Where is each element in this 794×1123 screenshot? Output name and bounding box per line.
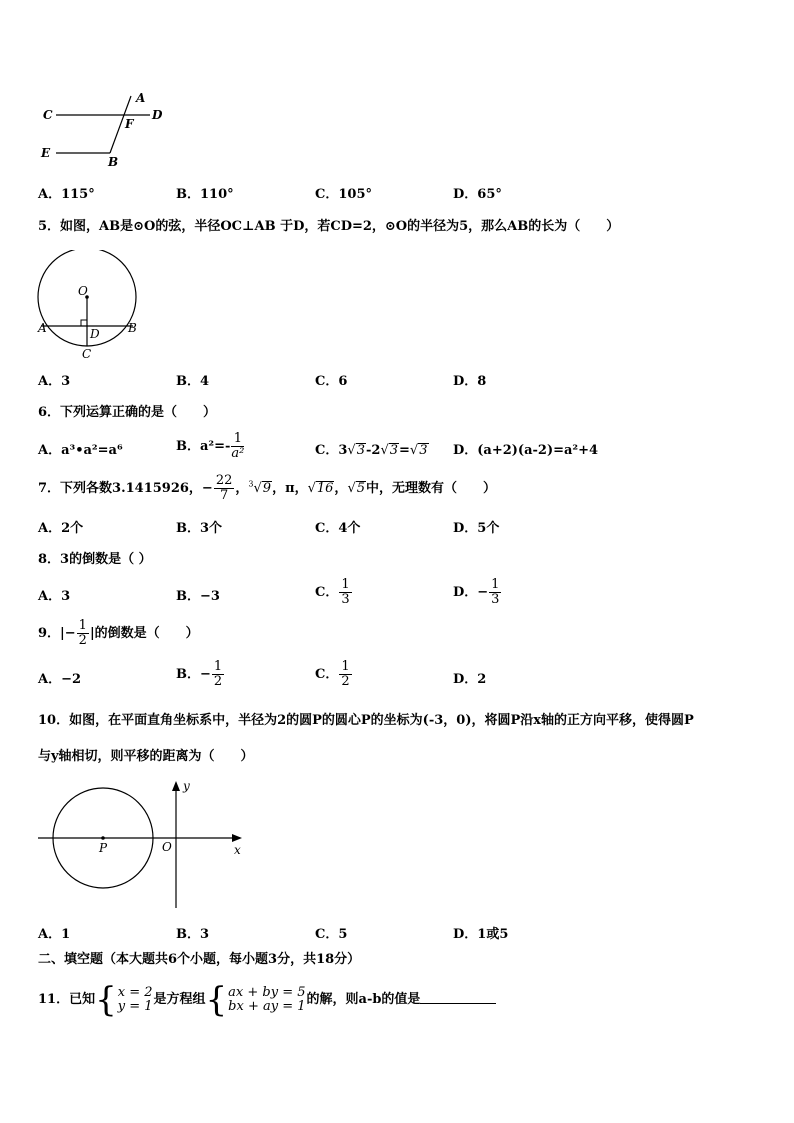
q9-b-fraction <box>212 660 224 689</box>
q6-option-c <box>315 442 429 460</box>
sqrt-icon: √ <box>253 481 262 496</box>
q10-option-d: D．1或5 <box>453 927 509 942</box>
q9-b-prefix: B．− <box>176 667 211 682</box>
q11-system2 <box>228 986 305 1014</box>
label-c: C <box>43 108 53 122</box>
q8-d-num: 1 <box>491 577 500 592</box>
q10-option-a: A．1 <box>38 927 71 942</box>
q9-b-num: 1 <box>213 659 223 674</box>
q5-text: 5．如图，AB是⊙O的弦，半径OC⊥AB 于D，若CD=2，⊙O的半径为5，那么AB的长为（ ） <box>38 219 620 234</box>
sqrt-icon: √ <box>307 481 316 496</box>
q11-sys2-line2: bx + ay = 1 <box>228 999 306 1014</box>
coordinate-plane-figure <box>36 778 248 910</box>
q9-suffix: |的倒数是（ ） <box>89 626 199 641</box>
q11-text <box>38 980 496 1024</box>
q5-option-b: B．4 <box>176 374 210 389</box>
q6-c-r1: 3 <box>356 443 365 458</box>
circle-chord-figure <box>36 250 140 360</box>
q6-c-r3: 3 <box>419 443 428 458</box>
q8-option-a: A．3 <box>38 589 71 604</box>
label-o: O <box>78 284 88 298</box>
q6-option-a: A．a³•a²=a⁶ <box>38 443 123 458</box>
q6-c-mid: -2 <box>365 443 381 458</box>
q8-d-fraction <box>489 578 501 607</box>
q4-option-b: B．110° <box>176 187 234 202</box>
q11-suffix: 的解，则a-b的值是 <box>306 992 421 1007</box>
q10-line2: 与y轴相切，则平移的距离为（ ） <box>38 749 254 764</box>
q10-option-b: B．3 <box>176 927 210 942</box>
q7-option-a: A．2个 <box>38 521 84 536</box>
y-axis-arrow-icon <box>172 781 180 791</box>
q4-option-d: D．65° <box>453 187 502 202</box>
q7-suffix: 中，无理数有（ ） <box>366 481 497 496</box>
q8-c-prefix: C． <box>315 585 339 600</box>
q8-option-c <box>315 578 353 607</box>
label-x: x <box>234 843 241 857</box>
q7-option-d: D．5个 <box>453 521 500 536</box>
left-brace-icon: { <box>205 980 228 1020</box>
q5-option-a: A．3 <box>38 374 71 389</box>
q7-cbrt-val: 9 <box>262 481 272 496</box>
q9-option-d: D．2 <box>453 672 487 687</box>
q9-c-den: 2 <box>341 674 350 689</box>
label-e: E <box>41 146 51 160</box>
q9-prefix: 9．|− <box>38 626 76 641</box>
parallel-lines-figure <box>38 88 168 170</box>
q6-c-prefix: C．3 <box>315 443 348 458</box>
q9-c-fraction <box>339 660 351 689</box>
q7-option-b: B．3个 <box>176 521 223 536</box>
q4-option-c: C．105° <box>315 187 372 202</box>
label-a: A <box>136 91 146 105</box>
left-brace-icon: { <box>95 980 117 1020</box>
label-f: F <box>125 117 134 131</box>
q9-fraction <box>77 619 89 648</box>
q7-mid2: ，π， <box>272 481 308 496</box>
q11-mid: 是方程组 <box>153 992 206 1007</box>
q6-b-den: a² <box>231 446 245 461</box>
label-c: C <box>82 347 92 360</box>
q11-sys1-line2: y = 1 <box>117 999 153 1014</box>
q6-text: 6．下列运算正确的是（ ） <box>38 405 217 420</box>
sqrt-icon: √ <box>347 481 356 496</box>
q8-d-prefix: D．− <box>453 585 489 600</box>
q7-sqrt5: 5 <box>356 481 366 496</box>
q6-option-d: D．(a+2)(a-2)=a²+4 <box>453 443 599 458</box>
label-b: B <box>128 321 137 335</box>
q11-sys1-line1: x = 2 <box>117 985 153 1000</box>
q9-option-a: A．−2 <box>38 672 82 687</box>
section-2-title: 二、填空题（本大题共6个小题，每小题3分，共18分） <box>38 952 361 967</box>
sqrt-icon: √ <box>409 443 419 458</box>
q10-option-c: C．5 <box>315 927 348 942</box>
center-p-dot <box>101 836 105 840</box>
q9-c-num: 1 <box>341 659 350 674</box>
q7-cbrt-index: 3 <box>248 479 254 489</box>
q8-d-den: 3 <box>491 592 500 607</box>
q11-system1 <box>118 986 153 1014</box>
sqrt-icon: √ <box>347 443 356 458</box>
q7-fraction <box>214 474 235 503</box>
right-angle-mark <box>81 320 87 326</box>
q10-line1: 10．如图，在平面直角坐标系中，半径为2的圆P的圆心P的坐标为(-3，0)，将圆P沿x轴的正方向平移，使得圆P <box>38 713 694 728</box>
label-d: D <box>90 327 100 341</box>
q6-option-b <box>176 432 245 461</box>
q8-option-d <box>453 578 502 607</box>
q11-prefix: 11．已知 <box>38 992 96 1007</box>
q9-b-den: 2 <box>213 674 223 689</box>
q8-c-den: 3 <box>341 592 350 607</box>
q8-option-b: B．−3 <box>176 589 220 604</box>
label-d: D <box>152 108 163 122</box>
q9-c-prefix: C． <box>315 667 339 682</box>
q7-sqrt16: 16 <box>316 481 334 496</box>
q6-b-fraction <box>231 432 244 461</box>
label-b: B <box>108 155 119 169</box>
q4-option-a: A．115° <box>38 187 95 202</box>
q9-den: 2 <box>78 633 87 648</box>
q7-prefix: 7．下列各数3.1415926，− <box>38 481 213 496</box>
q8-c-fraction <box>339 578 351 607</box>
q7-frac-den: 7 <box>219 488 229 503</box>
sqrt-icon: √ <box>380 443 389 458</box>
q7-mid1: ， <box>235 481 249 496</box>
q5-option-d: D．8 <box>453 374 487 389</box>
q11-sys2-line1: ax + by = 5 <box>228 985 306 1000</box>
q9-option-b <box>176 660 225 689</box>
q7-text <box>38 474 496 503</box>
q6-b-num: 1 <box>231 432 244 447</box>
q9-num: 1 <box>78 618 87 633</box>
label-y: y <box>183 779 190 793</box>
q8-text: 8．3的倒数是（ ） <box>38 552 152 567</box>
q7-frac-num: 22 <box>215 473 233 488</box>
q9-text <box>38 619 199 648</box>
label-p: P <box>99 841 108 855</box>
label-o: O <box>162 840 172 854</box>
q5-option-c: C．6 <box>315 374 348 389</box>
q6-b-prefix: B．a²=- <box>176 439 231 454</box>
q9-option-c <box>315 660 353 689</box>
q6-c-eq: = <box>399 443 410 458</box>
q7-option-c: C．4个 <box>315 521 361 536</box>
answer-blank[interactable] <box>420 989 496 1004</box>
q8-c-num: 1 <box>341 577 350 592</box>
q6-c-r2: 3 <box>389 443 399 458</box>
label-a: A <box>38 321 47 335</box>
q7-mid3: ， <box>334 481 348 496</box>
x-axis-arrow-icon <box>232 834 242 842</box>
